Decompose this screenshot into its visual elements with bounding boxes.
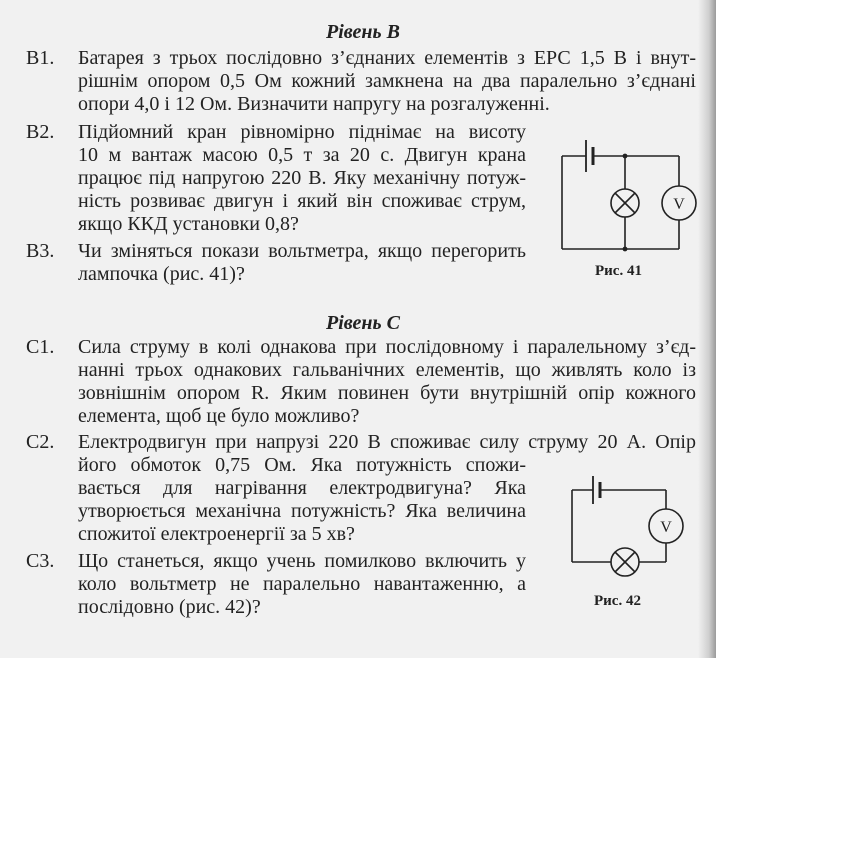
problem-c1-line: Сила струму в колі однакова при послідовному і паралельному з’єд- [78,336,696,358]
problem-b1-text [78,47,696,116]
page-edge-shadow [698,0,716,658]
problem-c2-number: С2. [26,431,55,453]
figure-42-caption: Рис. 42 [594,593,641,609]
problem-b2-line: 10 м вантаж масою 0,5 т за 20 с. Двигун крана [78,144,526,166]
problem-c1-line: зовнішнім опором R. Яким повинен бути внутрішній опір кожного [78,382,696,404]
level-c-heading: Рівень С [326,312,400,334]
problem-c3-number: С3. [26,550,55,572]
problem-b1-number: В1. [26,47,55,69]
circuit-diagram-fig42 [566,470,692,580]
problem-b1-line: опори 4,0 і 12 Ом. Визначити напругу на розгалуженні. [78,93,550,115]
circuit-diagram-fig41 [556,130,698,254]
problem-c2-line: спожитої електроенергії за 5 хв? [78,523,355,545]
lamp-icon [611,548,639,576]
problem-c1-text [78,336,696,428]
problem-b2-line: якщо ККД установки 0,8? [78,213,299,235]
problem-b2-line: ність розвиває двигун і який він споживає струм, [78,190,526,212]
problem-c3-text [78,550,526,619]
voltmeter-icon [649,509,683,543]
problem-c3-line: коло вольтметр не паралельно навантаженню, а [78,573,526,595]
problem-c3-line: Що станеться, якщо учень помилково включить у [78,550,526,572]
voltmeter-label: V [673,196,685,213]
problem-c1-line: елемента, щоб це було можливо? [78,405,360,427]
problem-c3-line: послідовно (рис. 42)? [78,596,261,618]
problem-c2-line: Електродвигун при напрузі 220 В споживає силу струму 20 А. Опір [78,431,696,453]
problem-b2-line: Підйомний кран рівномірно піднімає на висоту [78,121,526,143]
problem-c1-line: нанні трьох однакових гальванічних елементів, що живлять коло із [78,359,696,381]
lamp-icon [611,189,639,217]
voltmeter-icon [662,186,696,220]
problem-c2-line: утворюється механічна потужність? Яка величина [78,500,526,522]
figure-41-caption: Рис. 41 [595,263,642,279]
problem-c1-number: С1. [26,336,55,358]
problem-c2-line: вається для нагрівання електродвигуна? Яка [78,477,526,499]
level-b-heading: Рівень В [326,21,400,43]
problem-b2-line: працює під напругою 220 В. Яку механічну потуж- [78,167,526,189]
problem-b1-line: Батарея з трьох послідовно з’єднаних елементів з ЕРС 1,5 В і внут- [78,47,696,69]
voltmeter-label: V [660,519,672,536]
problem-b2-text [78,121,526,236]
problem-b3-number: В3. [26,240,55,262]
problem-b3-text [78,240,526,286]
problem-c2-line: його обмоток 0,75 Ом. Яка потужність спожи- [78,454,526,476]
problem-b3-line: лампочка (рис. 41)? [78,263,245,285]
problem-b1-line: рішнім опором 0,5 Ом кожний замкнена на два паралельно з’єднані [78,70,696,92]
problem-b3-line: Чи зміняться покази вольтметра, якщо перегорить [78,240,526,262]
problem-b2-number: В2. [26,121,55,143]
